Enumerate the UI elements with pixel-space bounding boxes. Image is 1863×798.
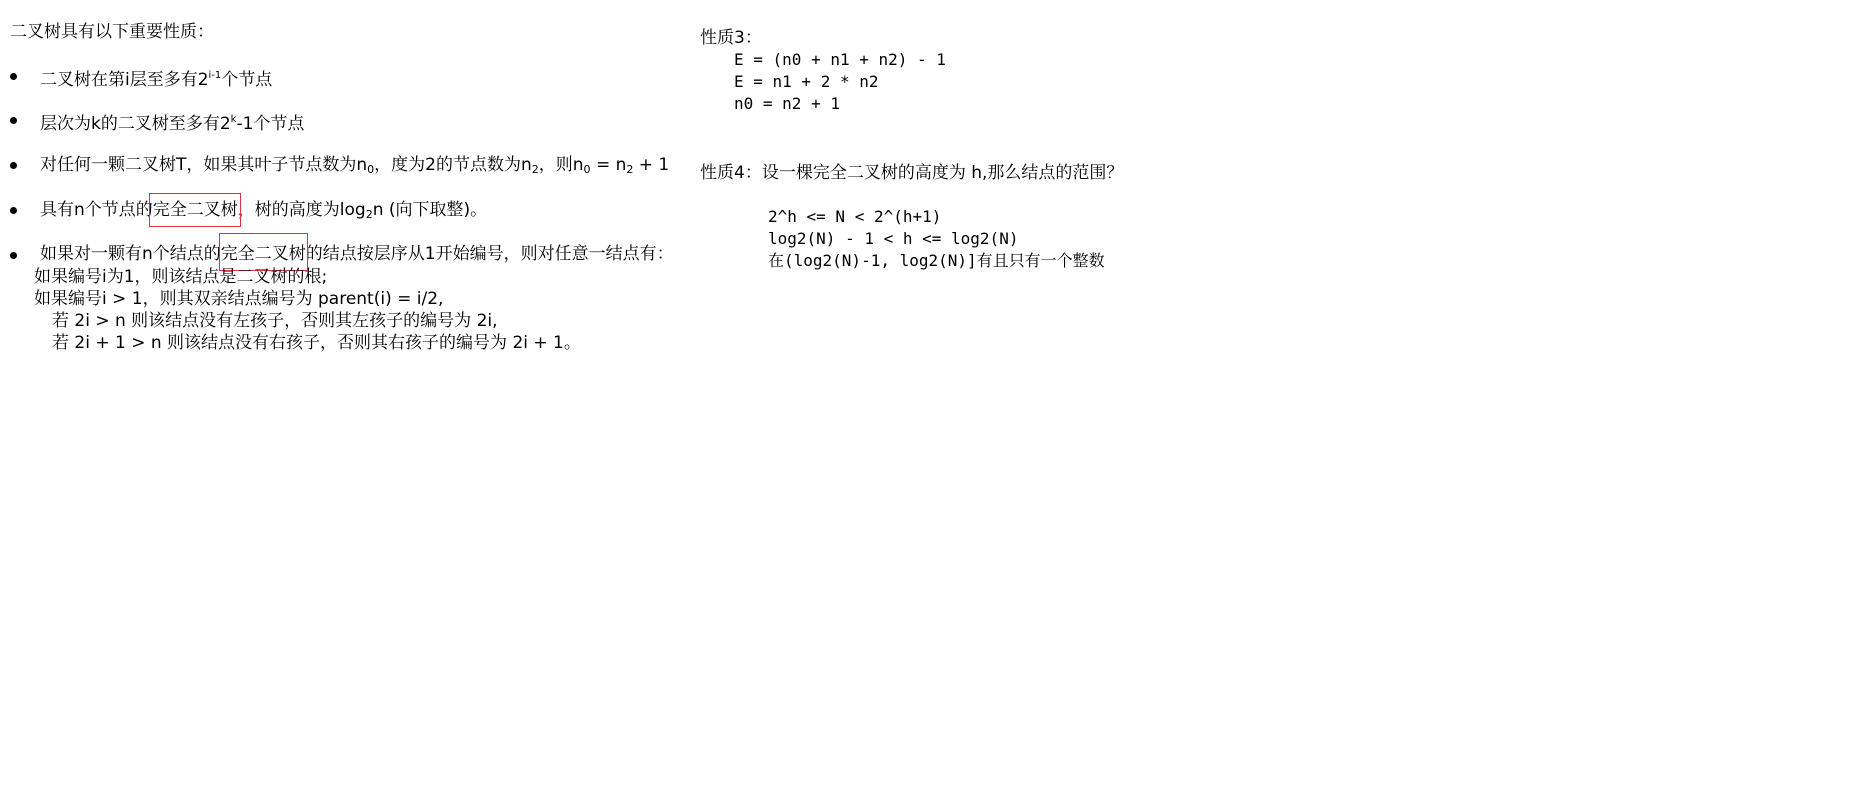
highlight-box [149,193,241,227]
bullet-dot [10,207,17,214]
formula-line: 在(log2(N)-1, log2(N)]有且只有一个整数 [768,251,1105,270]
property-3: 对任何一颗二叉树T，如果其叶子节点数为$n_0$，度为2的节点数为$n_2$，则$n_0 = n_2 + 1$ [40,155,670,176]
rule-left-child: 若 2i > n 则该结点没有左孩子，否则其左孩子的编号为 2i, [52,311,498,331]
rule-parent: 如果编号i > 1，则其双亲结点编号为 parent(i) = i/2, [34,289,444,309]
formula-line: E = (n0 + n1 + n2) - 1 [734,50,946,69]
property-5: 如果对一颗有n个结点的完全二叉树 的结点按层序从1开始编号，则对任意一结点有： [40,243,674,265]
property-1: 二叉树在第i层至多有2$^{i-1}$个节点 [40,70,273,90]
property-2: 层次为k的二叉树至多有2$^k$-1个节点 [40,114,305,134]
property-4: 具有n个节点的完全二叉树 ，树的高度为$\log_2n$ (向下取整)。 [40,199,487,226]
properties-heading: 二叉树具有以下重要性质： [10,22,214,42]
bullet-dot [10,117,17,124]
bullet-dot [10,252,17,259]
highlighted-term: 完全二叉树 [221,244,306,264]
formula-line: log2(N) - 1 < h <= log2(N) [768,229,1019,248]
bullet-dot [10,73,17,80]
formula-line: 2^h <= N < 2^(h+1) [768,207,942,226]
rule-right-child: 若 2i + 1 > n 则该结点没有右孩子，否则其右孩子的编号为 2i + 1。 [52,333,581,353]
bullet-dot [10,162,17,169]
formula-line: n0 = n2 + 1 [734,94,840,113]
formula-line: E = n1 + 2 * n2 [734,72,879,91]
property-4-title: 性质4：设一棵完全二叉树的高度为 h,那么结点的范围？ [700,163,1124,183]
rule-root: 如果编号i为1，则该结点是二叉树的根; [34,267,328,287]
highlighted-term: 完全二叉树 [153,200,238,220]
property-3-title: 性质3： [700,28,762,48]
